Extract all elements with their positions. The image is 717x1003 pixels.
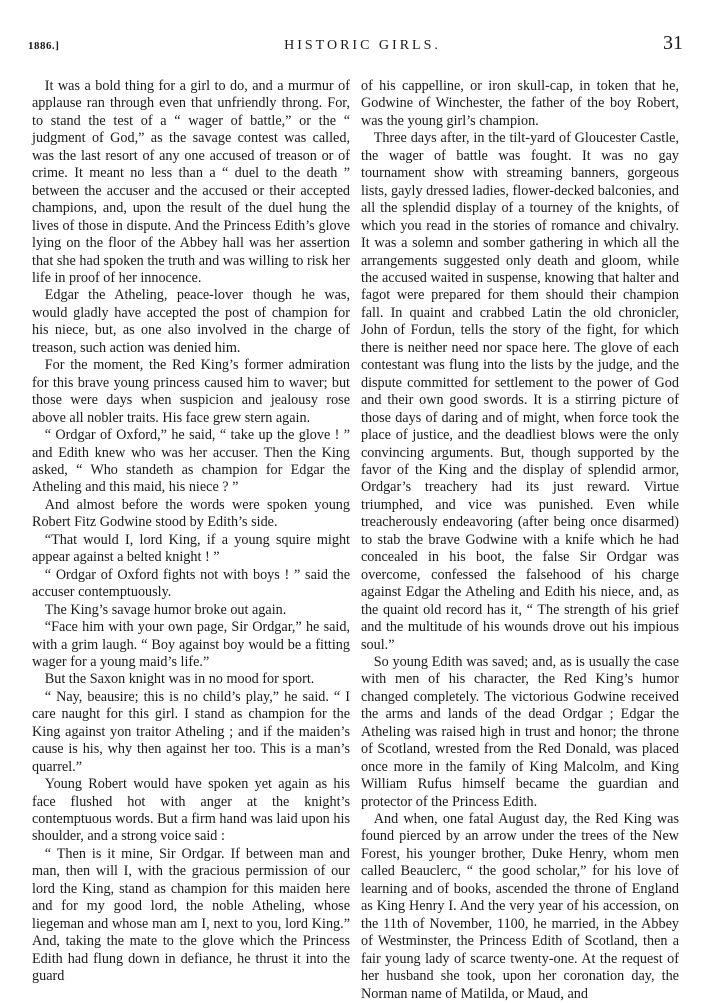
paragraph: “ Then is it mine, Sir Ordgar. If between man and man, then will I, with the gracious permission of our lord the King, stand as champion for this maiden here and for my good lord, the noble Atheling, whose liegeman and whose man am I, next to you, lord King.” And, taking the mate to the glove which the Princess Edith had flung down in defiance, he thrust it into the guard — [32, 845, 350, 985]
paragraph: Young Robert would have spoken yet again as his face flushed hot with anger at the knight’s contemptuous words. But a firm hand was laid upon his shoulder, and a strong voice said : — [32, 776, 350, 845]
left-column — [32, 78, 350, 986]
paragraph: But the Saxon knight was in no mood for sport. — [44, 671, 315, 688]
paragraph: The King’s savage humor broke out again. — [44, 601, 287, 618]
paragraph: For the moment, the Red King’s former admiration for this brave young princess caused him to waver; but those were days when suspicion and jealousy rose above all nobler traits. His face grew stern again. — [32, 357, 350, 426]
page-number: 31 — [663, 32, 683, 54]
paragraph: Three days after, in the tilt-yard of Gloucester Castle, the wager of battle was fought. It was no gay tournament show with streaming banners, gorgeous lists, gayly dressed ladies, flower-decked balconies, and all the splendid display of a tourney of the knights, of which you read in the stories of romance and chivalry. It was a solemn and somber gathering in which all the arrangements suggested only death and gloom, while the accused waited in suspense, knowing that halter and fagot were prepared for them should their champion fall. In quaint and crabbed Latin the old chronicler, John of Fordun, tells the story of the fight, for which there is neither need nor space here. The glove of each contestant was flung into the lists by the judge, and the dispute committed for settlement to the power of God and their own good swords. It is a stirring picture of those days of daring and of might, when force took the place of justice, and the deadliest blows were the only convincing arguments. But, though supported by the favor of the King and the display of splendid armor, Ordgar’s treachery had its just reward. Virtue triumphed, and vice was punished. Even while treacherously endeavoring (after being once disarmed) to stab the brave Godwine with a knife which he had concealed in his boot, the false Sir Ordgar was overcome, confessed the falsehood of his charge against Edgar the Atheling and Edith his niece, and, as the quaint old record has it, “ The strength of his grief and the multitude of his wounds drove out his impious soul.” — [361, 130, 679, 653]
paragraph: And when, one fatal August day, the Red King was found pierced by an arrow under the trees of the New Forest, his younger brother, Duke Henry, whom men called Beauclerc, “ the good scholar,” for his love of learning and of books, ascended the throne of England as King Henry I. And the very year of his accession, on the 11th of November, 1100, he married, in the Abbey of Westminster, the Princess Edith of Scotland, then a fair young lady of scarce twenty-one. At the request of her husband she took, upon her coronation day, the Norman name of Matilda, or Maud, and — [361, 811, 679, 1002]
paragraph: Edgar the Atheling, peace-lover though he was, would gladly have accepted the post of champion for his niece, but, as one also involved in the charge of treason, such action was denied him. — [32, 287, 350, 356]
paragraph: “ Nay, beausire; this is no child’s play,” he said. “ I care naught for this girl. I stand as champion for the King against yon traitor Atheling ; and if the maiden’s cause is his, why then against her too. This is a man’s quarrel.” — [32, 688, 350, 775]
paragraph-continued: of his cappelline, or iron skull-cap, in token that he, Godwine of Winchester, the father of the boy Robert, was the young girl’s champion. — [361, 78, 679, 129]
paragraph: “ Ordgar of Oxford fights not with boys ! ” said the accuser contemptuously. — [32, 566, 350, 601]
running-title: HISTORIC GIRLS. — [284, 38, 441, 53]
paragraph: It was a bold thing for a girl to do, and a murmur of applause ran through even that unfriendly throng. For, to stand the test of a “ wager of battle,” or the “ judgment of God,” as the savage contest was called, was the last resort of any one accused of treason or of crime. It meant no less than a “ duel to the death ” between the accuser and the accused or their accepted champions, and, upon the result of the duel hung the lives of those in dispute. And the Princess Edith’s glove lying on the floor of the Abbey hall was her assertion that she had spoken the truth and was willing to risk her life in proof of her innocence. — [32, 78, 350, 286]
paragraph: “ Ordgar of Oxford,” he said, “ take up the glove ! ” and Edith knew who was her accuser. Then the King asked, “ Who standeth as champion for Edgar the Atheling and this maid, his niece ? ” — [32, 427, 350, 496]
page-header — [28, 30, 697, 56]
paragraph: “Face him with your own page, Sir Ordgar,” he said, with a grim laugh. “ Boy against boy would be a fitting wager for a young maid’s life.” — [32, 619, 350, 670]
paragraph: And almost before the words were spoken young Robert Fitz Godwine stood by Edith’s side. — [32, 496, 350, 531]
paragraph: So young Edith was saved; and, as is usually the case with men of his character, the Red King’s humor changed completely. The victorious Godwine received the arms and lands of the dead Ordgar ; Edgar the Atheling was raised high in trust and honor; the throne of Scotland, wrested from the Red Donald, was placed once more in the family of King Malcolm, and King William Rufus himself became the guardian and protector of the Princess Edith. — [361, 653, 679, 810]
paragraph: “That would I, lord King, if a young squire might appear against a belted knight ! ” — [32, 531, 350, 566]
right-column — [361, 78, 679, 1003]
header-year: 1886.] — [28, 40, 60, 52]
